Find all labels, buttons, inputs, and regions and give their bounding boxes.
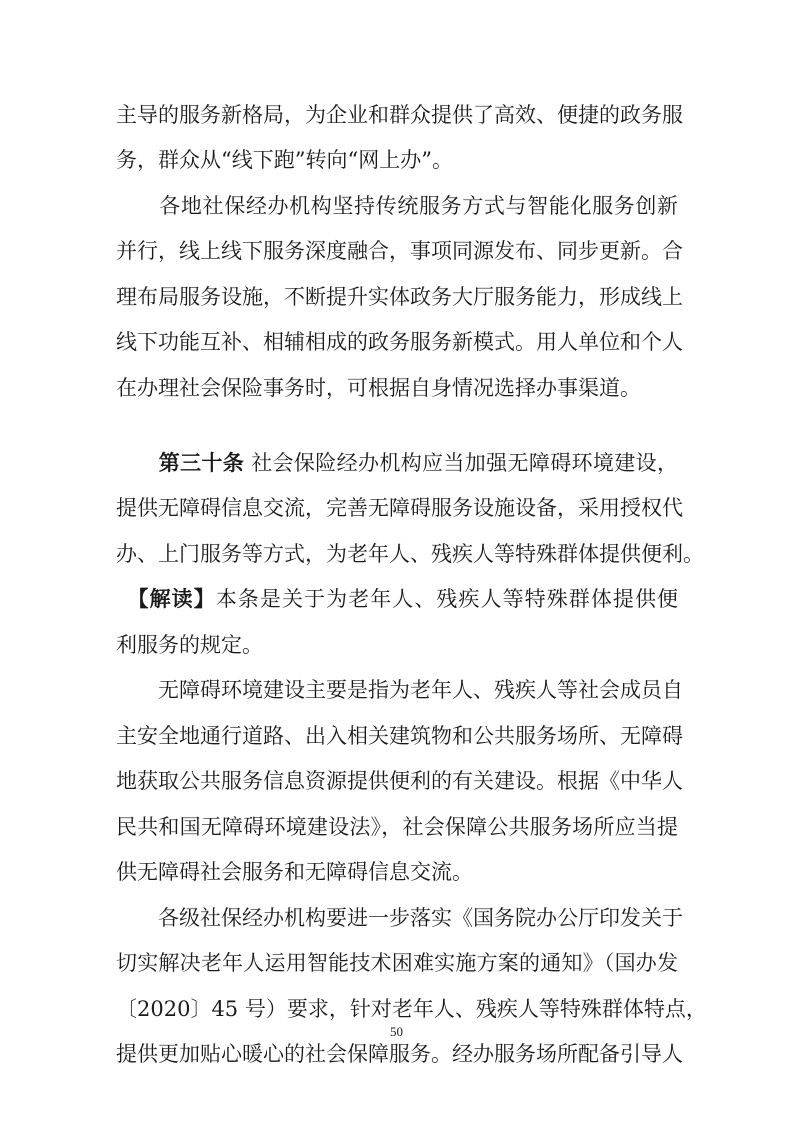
text-line: 无障碍环境建设主要是指为老年人、残疾人等社会成员自 [116, 678, 683, 702]
text-line: 利服务的规定。 [116, 633, 263, 657]
text-line: 并行，线上线下服务深度融合，事项同源发布、同步更新。合 [116, 239, 683, 263]
text-line: 理布局服务设施，不断提升实体政务大厅服务能力，形成线上 [116, 285, 683, 309]
text-line: 各级社保经办机构要进一步落实《国务院办公厅印发关于 [116, 906, 683, 930]
text-line: 各地社保经办机构坚持传统服务方式与智能化服务创新 [116, 194, 678, 218]
text-line: 切实解决老年人运用智能技术困难实施方案的通知》（国办发 [116, 951, 678, 975]
text-line: 办、上门服务等方式，为老年人、残疾人等特殊群体提供便利。 [116, 542, 704, 566]
text-line: 提供更加贴心暖心的社会保障服务。经办服务场所配备引导人 [116, 1042, 683, 1066]
text-line: 主导的服务新格局，为企业和群众提供了高效、便捷的政务服 [116, 103, 683, 127]
text-line: 线下功能互补、相辅相成的政务服务新模式。用人单位和个人 [116, 330, 683, 354]
interpretation-label: 【解读】 [116, 587, 216, 611]
text-line: 地获取公共服务信息资源提供便利的有关建设。根据《中华人 [116, 769, 683, 793]
text-line: 〔2020〕45 号）要求，针对老年人、残疾人等特殊群体特点， [116, 997, 707, 1021]
text-line: 民共和国无障碍环境建设法》，社会保障公共服务场所应当提 [116, 815, 678, 839]
article-heading-line: 第三十条 社会保险经办机构应当加强无障碍环境建设， [116, 451, 678, 475]
article-number: 第三十条 [116, 451, 245, 475]
text-line: 务，群众从“线下跑”转向“网上办”。 [116, 148, 453, 172]
text-line: 主安全地通行道路、出入相关建筑物和公共服务场所、无障碍 [116, 724, 683, 748]
interpretation-line: 【解读】本条是关于为老年人、残疾人等特殊群体提供便 [116, 587, 679, 611]
page-number: 50 [390, 1024, 403, 1039]
text-line: 提供无障碍信息交流，完善无障碍服务设施设备，采用授权代 [116, 496, 683, 520]
text-line: 在办理社会保险事务时，可根据自身情况选择办事渠道。 [116, 376, 641, 400]
text-line: 供无障碍社会服务和无障碍信息交流。 [116, 860, 473, 884]
